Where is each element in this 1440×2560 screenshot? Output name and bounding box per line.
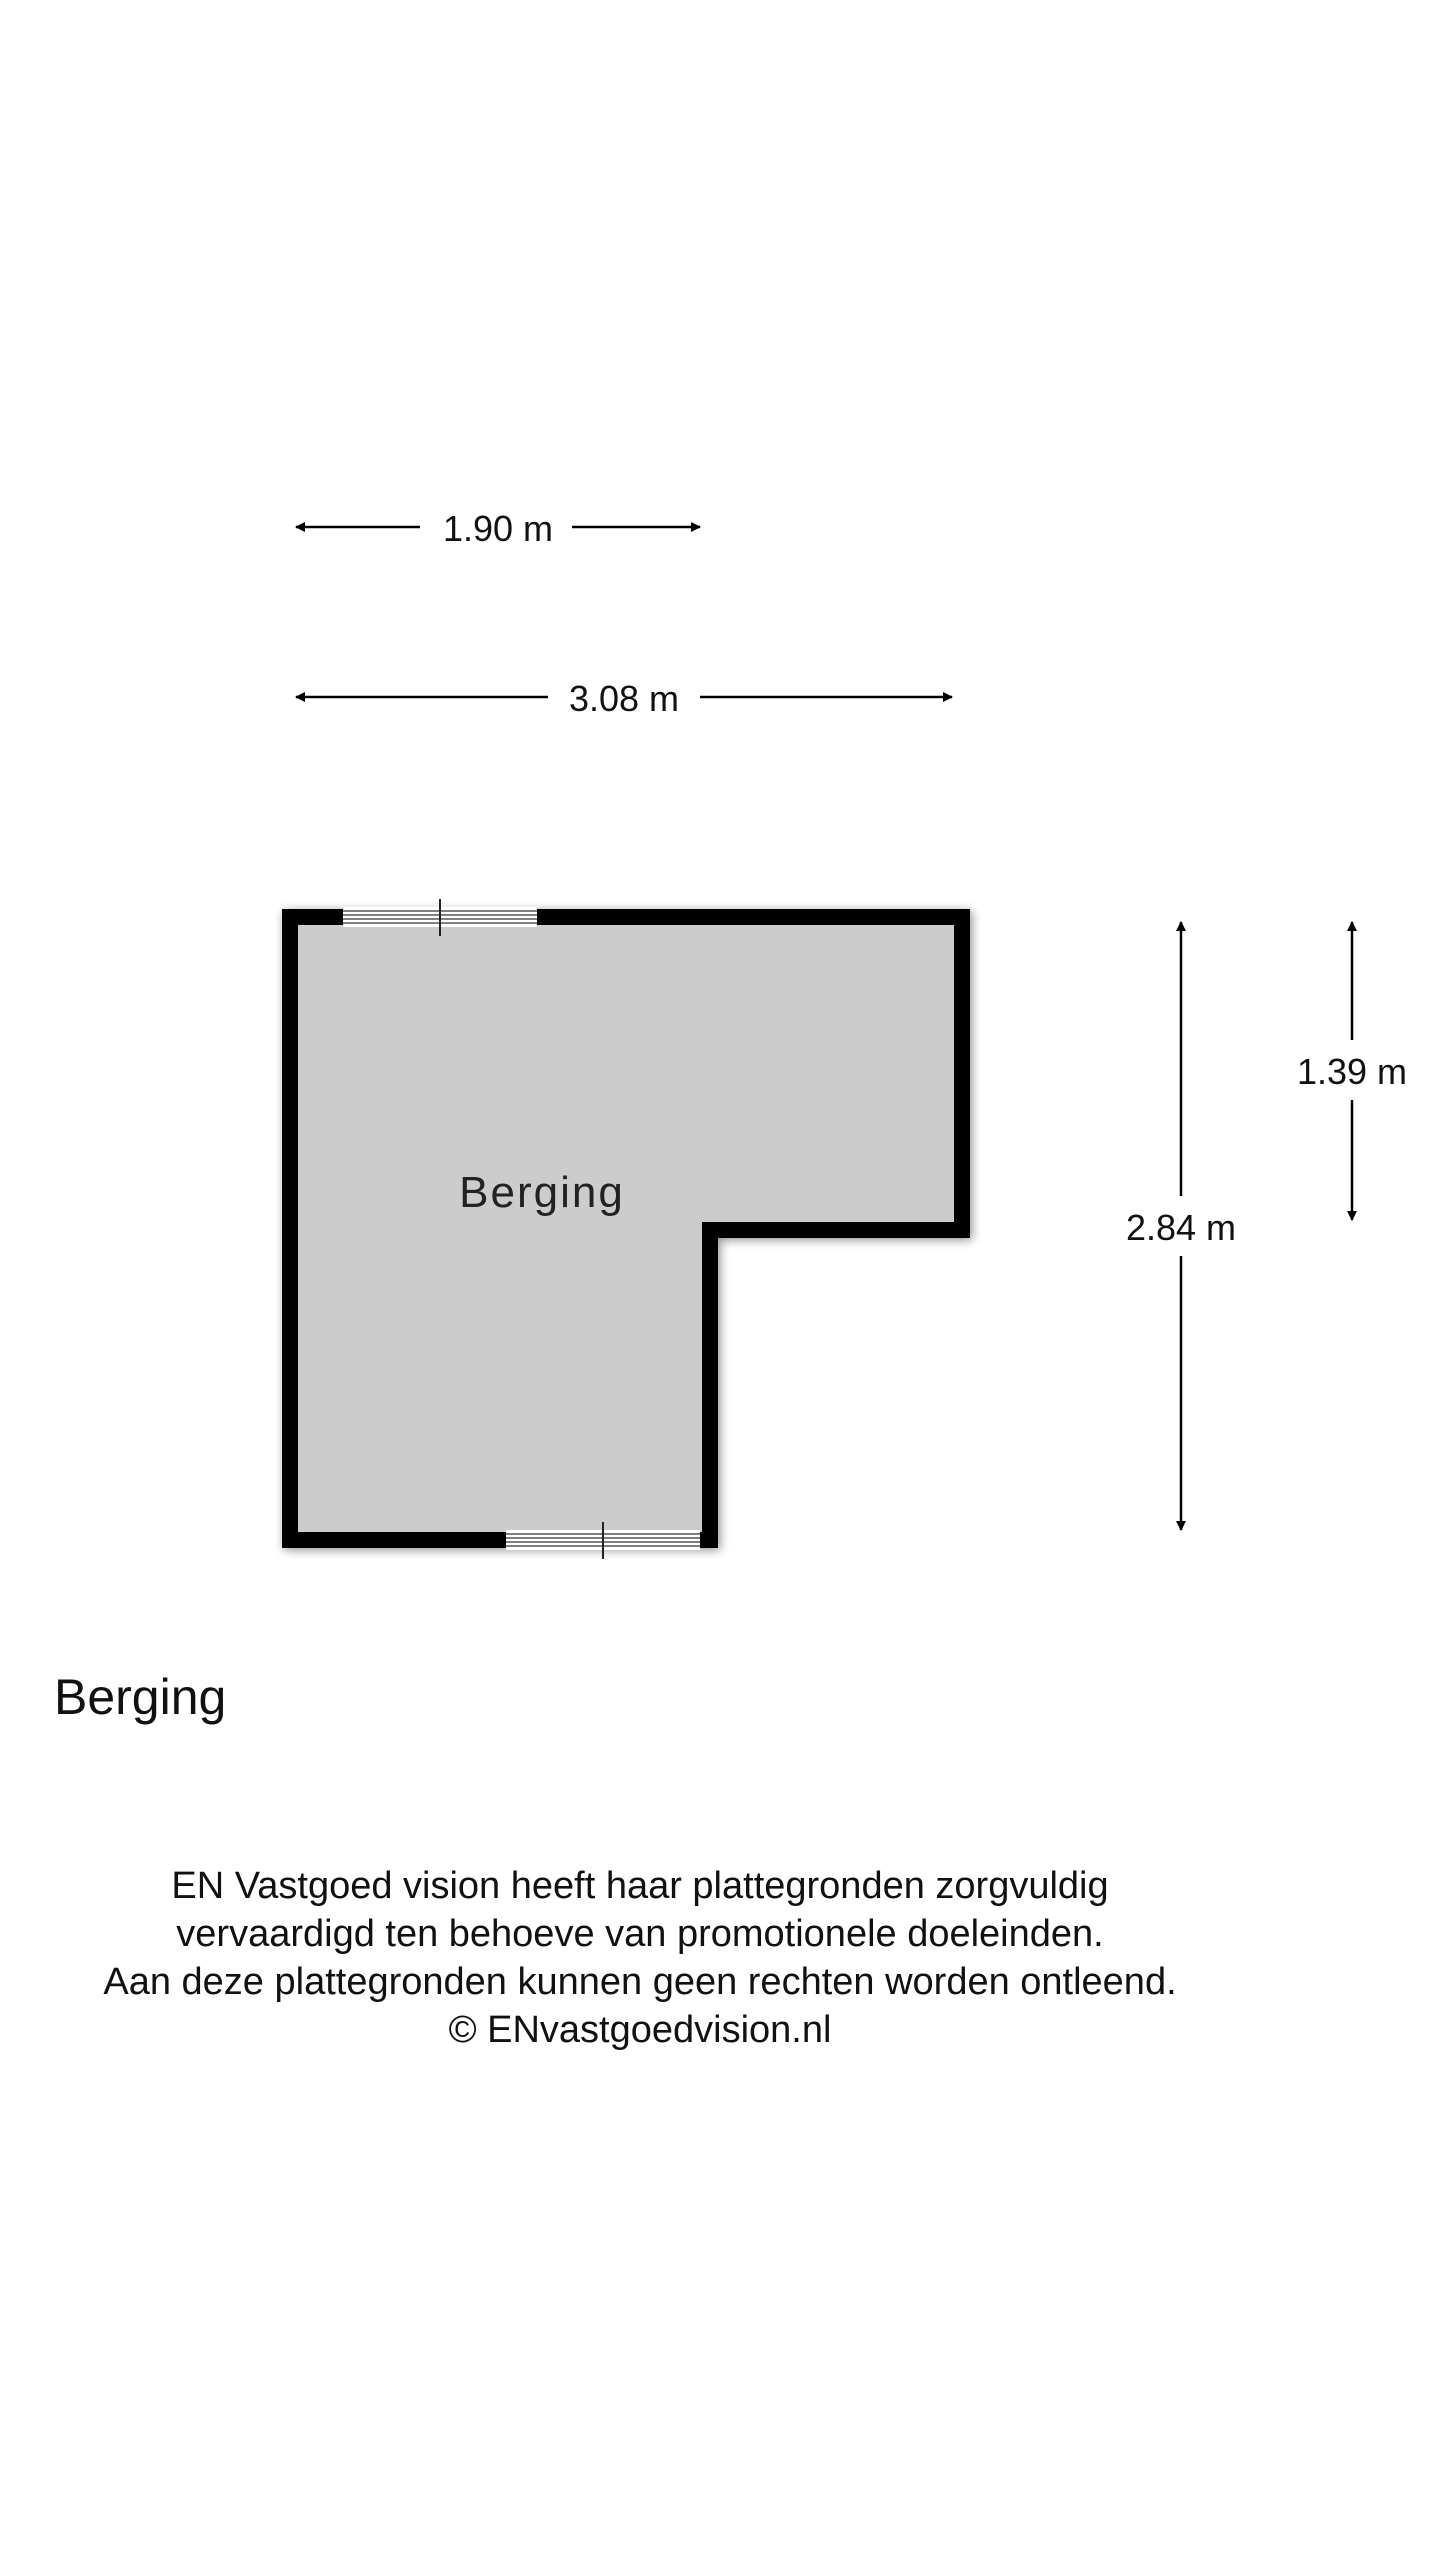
disclaimer-line: EN Vastgoed vision heeft haar plattegronden zorgvuldig <box>171 1865 1109 1907</box>
dimension-right-total <box>1126 922 1236 1530</box>
floor-title: Berging <box>54 1669 227 1725</box>
disclaimer-line: vervaardigd ten behoeve van promotionele doeleinden. <box>176 1913 1104 1955</box>
disclaimer-line: Aan deze plattegronden kunnen geen rechten worden ontleend. <box>103 1961 1177 2003</box>
dimension-top-total <box>296 678 952 719</box>
copyright: © ENvastgoedvision.nl <box>448 2009 832 2051</box>
room-label: Berging <box>459 1168 625 1217</box>
dimension-top-partial <box>296 508 700 549</box>
room-berging <box>290 917 962 1540</box>
dimension-label: 3.08 m <box>568 678 680 719</box>
dimension-label: 1.90 m <box>442 508 554 549</box>
dimension-right-partial <box>1297 922 1407 1220</box>
room-floor <box>290 917 962 1540</box>
dimension-label: 2.84 m <box>1125 1207 1237 1248</box>
disclaimer <box>0 1862 1280 2054</box>
dimension-label: 1.39 m <box>1296 1051 1408 1092</box>
